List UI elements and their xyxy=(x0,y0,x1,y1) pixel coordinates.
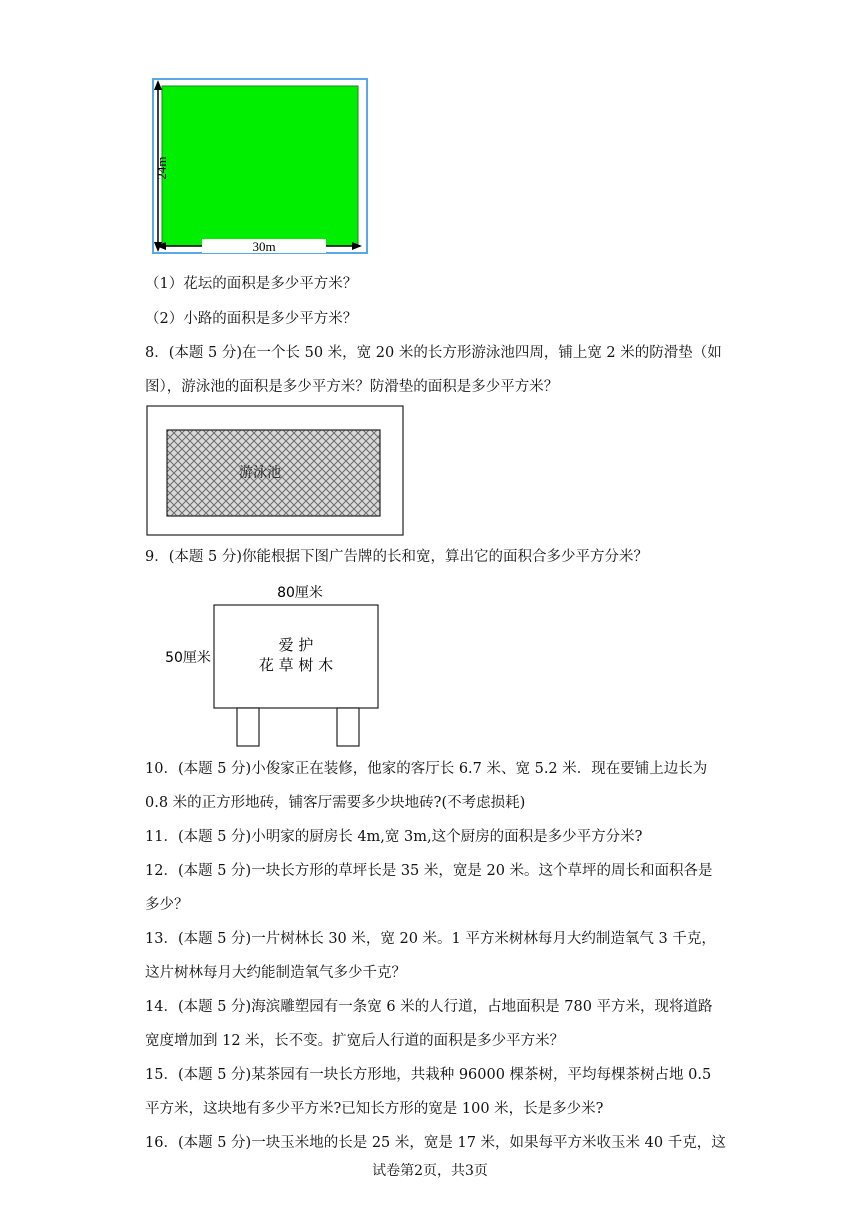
page-footer: 试卷第2页，共3页 xyxy=(372,1163,488,1179)
q12-line1: 12．(本题 5 分)一块长方形的草坪长是 35 米，宽是 20 米。这个草坪的周长和面积各是 xyxy=(145,863,713,879)
billboard-leg-left xyxy=(237,708,259,746)
q12-line2: 多少？ xyxy=(145,897,189,913)
billboard-text-line1: 爱 护 xyxy=(278,636,314,654)
q13-line2: 这片树林每月大约能制造氧气多少千克？ xyxy=(145,965,406,981)
billboard-leg-right xyxy=(337,708,359,746)
height-label: 24m xyxy=(154,156,169,180)
flower-bed-figure xyxy=(150,76,370,256)
q11-line1: 11．(本题 5 分)小明家的厨房长 4m,宽 3m,这个厨房的面积是多少平方分米? xyxy=(145,829,643,845)
q10-line2: 0.8 米的正方形地砖，铺客厅需要多少块地砖?(不考虑损耗) xyxy=(145,795,526,811)
q7-sub1: （1）花坛的面积是多少平方米？ xyxy=(145,276,358,292)
billboard-figure xyxy=(160,580,390,750)
q9-line1: 9．(本题 5 分)你能根据下图广告牌的长和宽，算出它的面积合多少平方分米？ xyxy=(145,549,648,565)
q14-line2: 宽度增加到 12 米，长不变。扩宽后人行道的面积是多少平方米？ xyxy=(145,1033,565,1049)
q10-line1: 10．(本题 5 分)小俊家正在装修，他家的客厅长 6.7 米、宽 5.2 米．现在要铺上边长为 xyxy=(145,761,708,777)
q16-line1: 16．(本题 5 分)一块玉米地的长是 25 米，宽是 17 米，如果每平方米收玉米 40 千克，这 xyxy=(145,1135,726,1151)
q8-line2: 图），游泳池的面积是多少平方米？防滑垫的面积是多少平方米？ xyxy=(145,379,559,395)
q14-line1: 14．(本题 5 分)海滨雕塑园有一条宽 6 米的人行道，占地面积是 780 平方米，现将道路 xyxy=(145,999,713,1015)
q7-sub2: （2）小路的面积是多少平方米？ xyxy=(145,311,358,327)
q8-line1: 8．(本题 5 分)在一个长 50 米，宽 20 米的长方形游泳池四周，铺上宽 2 米的防滑垫（如 xyxy=(145,345,722,361)
pool-figure xyxy=(146,405,406,537)
pool-label: 游泳池 xyxy=(239,465,281,481)
billboard-width-label: 80厘米 xyxy=(277,585,323,601)
flower-bed-rect xyxy=(162,86,358,246)
q13-line1: 13．(本题 5 分)一片树林长 30 米，宽 20 米。1 平方米树林每月大约制造氧气 3 千克， xyxy=(145,931,716,947)
billboard-text-line2: 花 草 树 木 xyxy=(258,656,334,674)
q15-line1: 15．(本题 5 分)某茶园有一块长方形地，共栽种 96000 棵茶树，平均每棵茶树占地 0.5 xyxy=(145,1067,712,1083)
q15-line2: 平方米，这块地有多少平方米?已知长方形的宽是 100 米，长是多少米? xyxy=(145,1101,604,1117)
billboard-height-label: 50厘米 xyxy=(165,650,211,666)
arrow-head-up xyxy=(154,80,162,90)
width-label: 30m xyxy=(252,239,276,254)
